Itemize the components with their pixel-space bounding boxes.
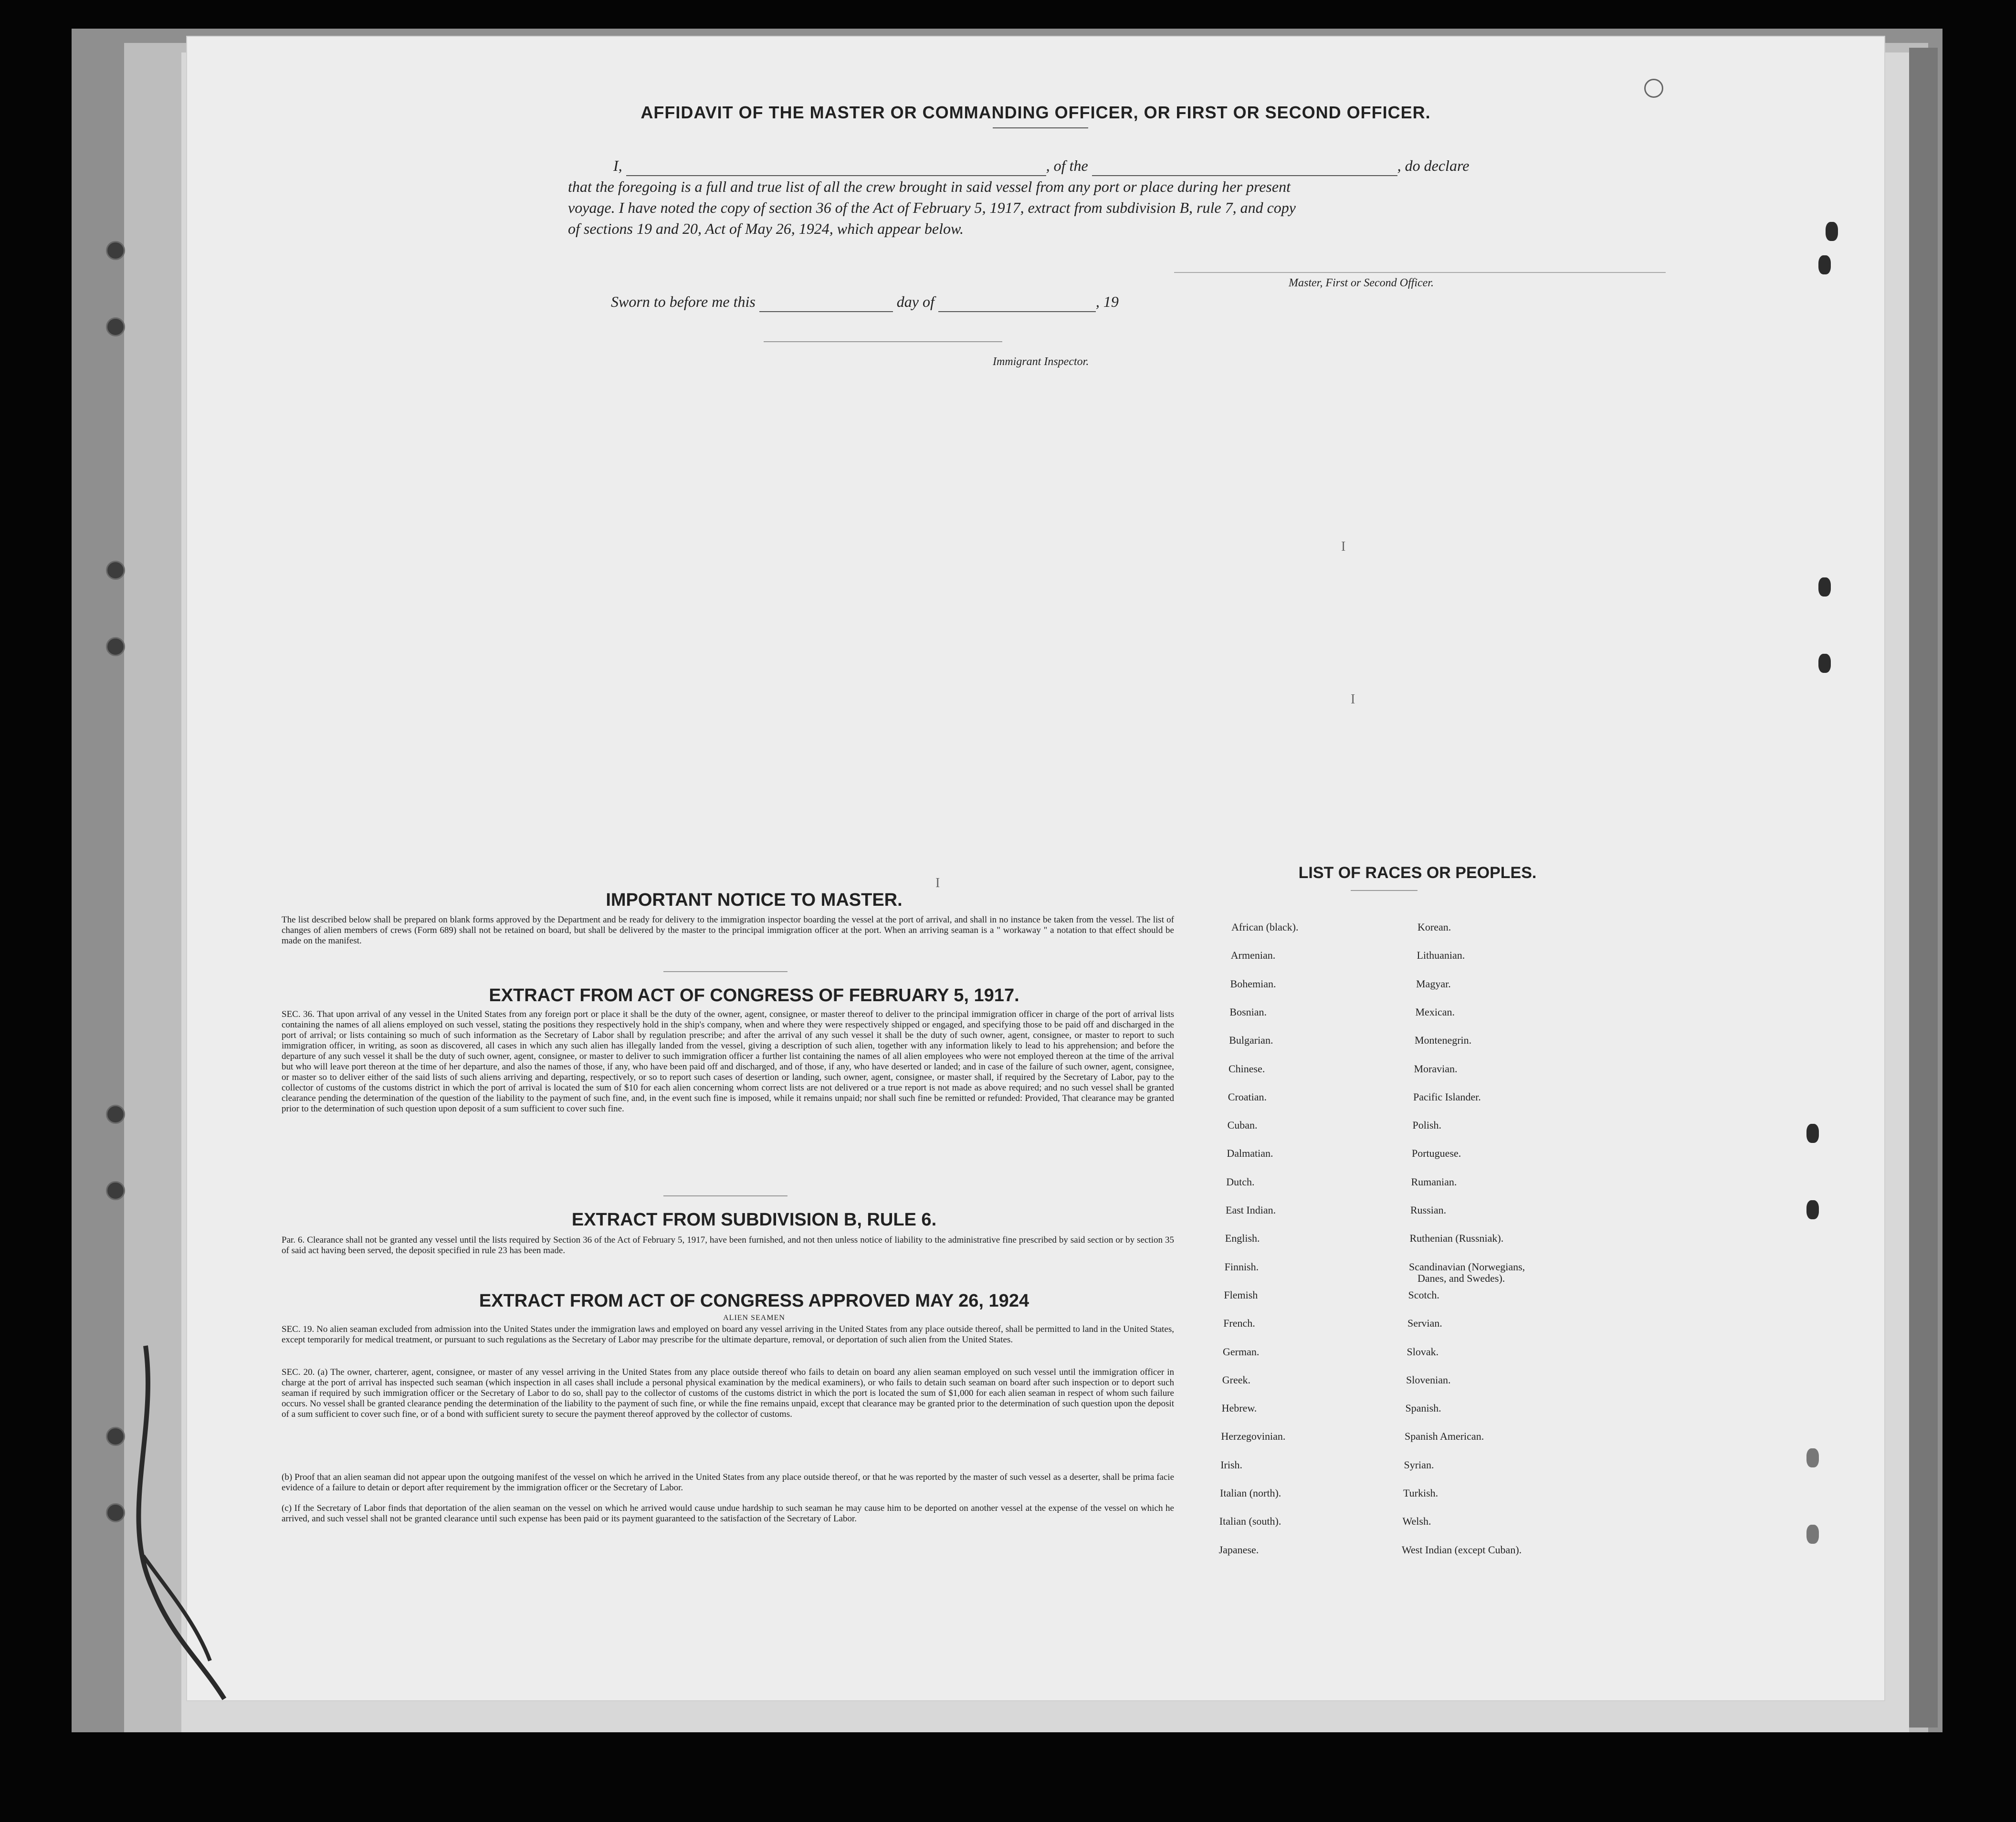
binder-hole: [106, 561, 125, 580]
race-item: Herzegovinian.: [1221, 1430, 1286, 1443]
divider: [663, 971, 788, 972]
race-item: West Indian (except Cuban).: [1402, 1543, 1522, 1556]
race-item: Scotch.: [1408, 1288, 1439, 1301]
bleed-mark: I: [1351, 692, 1355, 707]
bleed-mark: I: [935, 876, 940, 890]
inspector-signature-line[interactable]: [764, 341, 1002, 342]
race-item: Pacific Islander.: [1413, 1090, 1481, 1103]
master-signature-line[interactable]: [1174, 272, 1666, 273]
race-item: Bosnian.: [1229, 1005, 1267, 1018]
form-sheet: [186, 36, 1885, 1701]
sworn-prefix: Sworn to before me this: [611, 293, 756, 310]
race-item: Irish.: [1220, 1458, 1243, 1471]
race-item: Scandinavian (Norwegians,: [1409, 1260, 1525, 1273]
race-item: Dutch.: [1226, 1175, 1255, 1188]
sworn-month-blank[interactable]: [938, 298, 1096, 312]
binder-hole: [1806, 1200, 1819, 1219]
race-item: Italian (north).: [1220, 1487, 1281, 1499]
race-item: Welsh.: [1402, 1515, 1431, 1528]
extract-1924-sec20c: (c) If the Secretary of Labor finds that deportation of the alien seaman on the vessel on which he arrived would cause undue hardship to such seaman he may cause him to be deported on another vessel at the expense of the vessel on which he arrived, and such vessel shall not be granted clearance until such expense has been paid or its payment guaranteed to the satisfaction of the Secretary of Labor.: [282, 1503, 1174, 1524]
extract-rule6-text: Par. 6. Clearance shall not be granted any vessel until the lists required by Section 36 of the Act of February 5, 1917, have been furnished, and not then unless notice of liability to the administrative fine prescribed by said section or by section 35 of said act having been served, the deposit specified in rule 23 has been made.: [282, 1235, 1174, 1256]
races-title: LIST OF RACES OR PEOPLES.: [1298, 864, 1537, 882]
binder-right-edge: [1909, 48, 1938, 1728]
race-item: Bulgarian.: [1229, 1034, 1273, 1047]
extract-1924-title: EXTRACT FROM ACT OF CONGRESS APPROVED MAY 26, 1924: [479, 1291, 1029, 1311]
affidavit-line-1: [568, 155, 1694, 176]
race-item: Spanish American.: [1405, 1430, 1484, 1443]
extract-rule6-title: EXTRACT FROM SUBDIVISION B, RULE 6.: [571, 1210, 937, 1230]
divider: [1351, 890, 1418, 891]
race-item: English.: [1225, 1232, 1260, 1245]
extract-1917-title: EXTRACT FROM ACT OF CONGRESS OF FEBRUARY 5, 1917.: [489, 985, 1019, 1005]
notice-title: IMPORTANT NOTICE TO MASTER.: [606, 890, 903, 910]
race-item: Japanese.: [1218, 1543, 1259, 1556]
race-item: Dalmatian.: [1227, 1147, 1273, 1160]
race-item: Servian.: [1407, 1317, 1442, 1330]
race-item: Mexican.: [1415, 1005, 1455, 1018]
race-item: Ruthenian (Russniak).: [1409, 1232, 1504, 1245]
race-item: Slovenian.: [1406, 1373, 1451, 1386]
master-caption: Master, First or Second Officer.: [1289, 277, 1434, 289]
divider: [663, 1195, 788, 1196]
affidavit-title: AFFIDAVIT OF THE MASTER OR COMMANDING OFFICER, OR FIRST OR SECOND OFFICER.: [640, 103, 1431, 122]
affidavit-of-the: , of the: [1046, 157, 1088, 174]
race-item: Russian.: [1410, 1204, 1447, 1216]
race-item: Hebrew.: [1221, 1402, 1257, 1414]
binder-hole: [1826, 222, 1838, 241]
binder-hole: [1818, 577, 1831, 597]
race-item: Finnish.: [1224, 1260, 1259, 1273]
binder-hole: [106, 1181, 125, 1200]
sworn-day-blank[interactable]: [759, 298, 893, 312]
race-item: Spanish.: [1405, 1402, 1441, 1414]
race-item: Polish.: [1412, 1119, 1442, 1131]
binder-hole: [106, 637, 125, 656]
affidavit-line-3: voyage. I have noted the copy of section 36 of the Act of February 5, 1917, extract from subdivision B, rule 7, and copy: [568, 199, 1296, 216]
binder-hole: [1818, 255, 1831, 274]
race-item: Syrian.: [1404, 1458, 1434, 1471]
race-item: African (black).: [1231, 921, 1299, 933]
race-item: Italian (south).: [1219, 1515, 1281, 1528]
race-item: Moravian.: [1414, 1062, 1458, 1075]
binder-hole: [106, 1427, 125, 1446]
binder-hole: [1806, 1448, 1819, 1467]
race-item: East Indian.: [1226, 1204, 1276, 1216]
binder-hole: [106, 317, 125, 336]
affidavit-body: [568, 155, 1694, 239]
extract-1924-subtitle: ALIEN SEAMEN: [723, 1314, 785, 1322]
race-item: Flemish: [1224, 1288, 1258, 1301]
notice-text: The list described below shall be prepared on blank forms approved by the Department and be ready for delivery to the immigration inspector boarding the vessel at the port of arrival, and shall in no instance be taken from the vessel. The list of changes of alien members of crews (Form 689) shall not be retained on board, but shall be delivered by the master to the principal immigration officer at the port. When an arriving seaman is a " workaway " a notation to that effect should be made on the manifest.: [282, 915, 1174, 946]
extract-1917-text: SEC. 36. That upon arrival of any vessel in the United States from any foreign port or place it shall be the duty of the owner, agent, consignee, or master thereof to deliver to the principal immigration officer in charge of the port of arrival lists containing the names of all aliens employed on such vessel, stating the positions they respectively hold in the ship's company, when and where they were respectively shipped or engaged, and specifying those to be paid off and discharged in the port of arrival; or lists containing so much of such information as the Secretary of Labor shall by regulation prescribe; and after the arrival of any such vessel it shall be the duty of such owner, agent, consignee, or master to report to such immigration officer, in writing, as soon as discovered, all cases in which any such alien has illegally landed from the vessel, giving a description of such alien, together with any information likely to lead to his apprehension; and before the departure of any such vessel it shall be the duty of such owner, agent, consignee, or master to deliver to such immigration officer a further list containing the names of all alien employees who were not employed thereon at the time of the arrival but who will leave port thereon at the time of her departure, and also the names of those, if any, who have been paid off and discharged, and of those, if any, who have deserted or landed; and in case of the failure of such owner, agent, consignee, or master so to deliver either of the said lists of such aliens arriving and departing, respectively, or so to report such cases of desertion or landing, such owner, agent, consignee, or master shall, if required by the Secretary of Labor, pay to the collector of customs of the customs district in which the port of arrival is located the sum of $10 for each alien concerning whom correct lists are not delivered or a true report is not made as above required; and no such vessel shall be granted clearance pending the determination of the question of the liability to the payment of such fine, and, in the event such fine is imposed, while it remains unpaid; nor shall such fine be remitted or refunded: Provided, That clearance may be granted prior to the determination of such question upon deposit of a sum sufficient to cover such fine.: [282, 1009, 1174, 1114]
race-item: Montenegrin.: [1415, 1034, 1472, 1047]
punch-hole: [1644, 79, 1663, 98]
affidavit-line-4: of sections 19 and 20, Act of May 26, 1924, which appear below.: [568, 220, 964, 237]
race-item: Magyar.: [1416, 977, 1451, 990]
race-item: Slovak.: [1407, 1345, 1439, 1358]
affidavit-line-2: that the foregoing is a full and true list of all the crew brought in said vessel from any port or place during her present: [568, 178, 1291, 195]
race-item: Rumanian.: [1411, 1175, 1457, 1188]
sworn-line: [611, 291, 1119, 312]
race-item: German.: [1223, 1345, 1260, 1358]
divider: [993, 127, 1088, 128]
extract-1924-sec20a: SEC. 20. (a) The owner, charterer, agent, consignee, or master of any vessel arriving in the United States from any place outside thereof who fails to detain on board any alien seaman employed on such vessel until the immigration officer in charge at the port of arrival has inspected such seaman (which inspection in all cases shall include a personal physical examination by the medical examiners), or who fails to detain such seaman on board after such inspection or to deport such seaman if required by such immigration officer or the Secretary of Labor to do so, shall pay to the collector of customs of the customs district in which the port is located the sum of $1,000 for each alien seaman in respect of whom such failure occurs. No vessel shall be granted clearance pending the determination of the liability to the payment of such fine, or while the fine remains unpaid, except that clearance may be granted prior to the determination of such question upon the deposit of a sum sufficient to cover such fine, or of a bond with sufficient surety to secure the payment thereof approved by the collector of customs.: [282, 1367, 1174, 1419]
race-item: Portuguese.: [1412, 1147, 1461, 1160]
sworn-day-of: day of: [896, 293, 934, 310]
race-item: Greek.: [1222, 1373, 1251, 1386]
binder-hole: [1818, 654, 1831, 673]
race-item: Armenian.: [1230, 949, 1276, 962]
binder-hole: [106, 1105, 125, 1124]
race-item: Croatian.: [1228, 1090, 1267, 1103]
affidavit-do-declare: , do declare: [1397, 157, 1470, 174]
race-item: Danes, and Swedes).: [1418, 1272, 1505, 1284]
race-item: Cuban.: [1227, 1119, 1258, 1131]
binder-hole: [106, 1503, 125, 1522]
binder-hole: [1806, 1525, 1819, 1544]
race-item: Chinese.: [1228, 1062, 1265, 1075]
vessel-blank[interactable]: [1092, 162, 1397, 176]
name-blank[interactable]: [626, 162, 1046, 176]
race-item: French.: [1223, 1317, 1255, 1330]
race-item: Korean.: [1418, 921, 1451, 933]
sworn-year: , 19: [1095, 293, 1119, 310]
binder-hole: [106, 241, 125, 260]
race-item: Turkish.: [1403, 1487, 1438, 1499]
extract-1924-sec20b: (b) Proof that an alien seaman did not appear upon the outgoing manifest of the vessel on which he arrived in the United States from any place outside thereof, or that he was reported by the master of such vessel as a deserter, shall be prima facie evidence of a failure to detain or deport after requirement by the immigration officer or the Secretary of Labor.: [282, 1472, 1174, 1493]
inspector-caption: Immigrant Inspector.: [993, 356, 1089, 368]
binder-hole: [1806, 1124, 1819, 1143]
race-item: Bohemian.: [1230, 977, 1276, 990]
affidavit-i: I,: [613, 157, 622, 174]
race-item: Lithuanian.: [1417, 949, 1465, 962]
bleed-mark: I: [1341, 539, 1346, 554]
extract-1924-sec19: SEC. 19. No alien seaman excluded from admission into the United States under the immigration laws and employed on board any vessel arriving in the United States from any place outside thereof, shall be permitted to land in the United States, except temporarily for medical treatment, or pursuant to such regulations as the Secretary of Labor may prescribe for the ultimate departure, removal, or deportation of such alien from the United States.: [282, 1324, 1174, 1345]
